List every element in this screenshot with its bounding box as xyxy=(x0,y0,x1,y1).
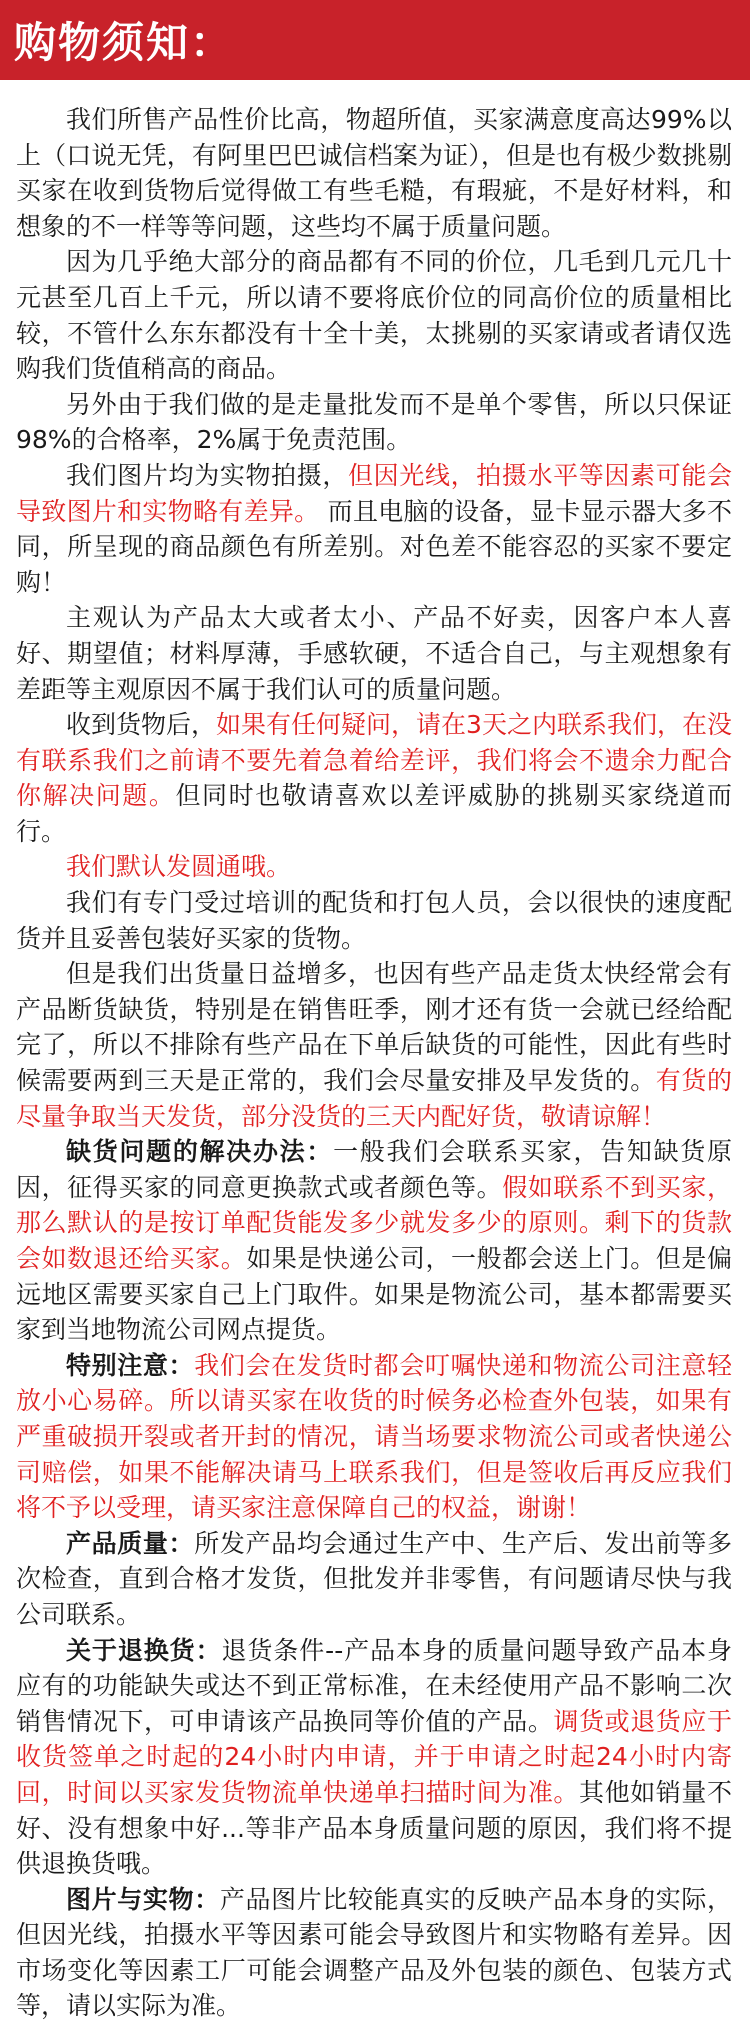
notice-paragraph xyxy=(16,956,732,1134)
body-text: 因为几乎绝大部分的商品都有不同的价位，几毛到几元几十元甚至几百上千元，所以请不要将底价位的同高价位的质量相比较，不管什么东东都没有十全十美，太挑剔的买家请或者请仅选购我们货值稍高的商品。 xyxy=(16,247,732,384)
body-text: 主观认为产品太大或者太小、产品不好卖，因客户本人喜好、期望值；材料厚薄，手感软硬，不适合自己，与主观想象有差距等主观原因不属于我们认可的质量问题。 xyxy=(16,603,732,704)
highlighted-text: 调货或退货应于收货签单之时起的24小时内申请，并于申请之时起24小时内寄回，时间以买家发货物流单快递单扫描时间为准。 xyxy=(16,1706,732,1807)
highlighted-text: 有货的尽量争取当天发货，部分没货的三天内配好货，敬请谅解！ xyxy=(16,1066,732,1131)
notice-paragraph xyxy=(16,1633,732,1882)
notice-paragraph xyxy=(16,387,732,458)
body-text: 而且电脑的设备，显卡显示器大多不同，所呈现的商品颜色有所差别。对色差不能容忍的买家不要定购！ xyxy=(16,496,732,597)
section-heading: 产品质量： xyxy=(66,1528,195,1558)
highlighted-text: 我们默认发圆通哦。 xyxy=(66,852,292,882)
body-text: 但同时也敬请喜欢以差评威胁的挑剔买家绕道而行。 xyxy=(16,781,732,846)
body-text: 退货条件--产品本身的质量问题导致产品本身应有的功能缺失或达不到正常标准，在未经使用产品不影响二次销售情况下，可申请该产品换同等价值的产品。 xyxy=(16,1635,732,1736)
notice-body xyxy=(16,80,732,2024)
highlighted-text: 我们会在发货时都会叮嘱快递和物流公司注意轻放小心易碎。所以请买家在收货的时候务必检查外包装，如果有严重破损开裂或者开封的情况，请当场要求物流公司或者快递公司赔偿，如果不能解决请马上联系我们，但是签收后再反应我们将不予以受理，请买家注意保障自己的权益，谢谢！ xyxy=(16,1350,732,1523)
body-text: 我们所售产品性价比高，物超所值，买家满意度高达99%以上（口说无凭，有阿里巴巴诚信档案为证），但是也有极少数挑剔买家在收到货物后觉得做工有些毛糙，有瑕疵，不是好材料，和想象的不一样等等问题，这些均不属于质量问题。 xyxy=(16,105,732,241)
body-text: 另外由于我们做的是走量批发而不是单个零售，所以只保证98%的合格率，2%属于免责范围。 xyxy=(16,389,732,455)
body-text: 其他如销量不好、没有想象中好...等非产品本身质量问题的原因，我们将不提供退换货哦。 xyxy=(16,1777,732,1879)
highlighted-text: 如果有任何疑问，请在3天之内联系我们，在没有联系我们之前请不要先着急着给差评，我们将会不遗余力配合你解决问题。 xyxy=(16,710,732,811)
section-heading: 关于退换货： xyxy=(66,1635,222,1665)
body-text: 一般我们会联系买家，告知缺货原因，征得买家的同意更换款式或者颜色等。 xyxy=(16,1137,732,1202)
section-heading: 缺货问题的解决办法： xyxy=(66,1137,334,1167)
notice-paragraph xyxy=(16,849,732,885)
body-text: 我们图片均为实物拍摄， xyxy=(66,460,349,490)
section-heading: 图片与实物： xyxy=(66,1884,220,1914)
section-heading: 特别注意： xyxy=(66,1350,195,1380)
notice-paragraph xyxy=(16,707,732,849)
notice-paragraph xyxy=(16,458,732,600)
notice-paragraph xyxy=(16,885,732,956)
highlighted-text: 但因光线，拍摄水平等因素可能会导致图片和实物略有差异。 xyxy=(16,460,732,526)
notice-paragraph xyxy=(16,1882,732,2024)
body-text: 我们有专门受过培训的配货和打包人员，会以很快的速度配货并且妥善包装好买家的货物。 xyxy=(16,888,732,953)
notice-paragraph xyxy=(16,102,732,244)
notice-paragraph xyxy=(16,600,732,707)
highlighted-text: 假如联系不到买家，那么默认的是按订单配货能发多少就发多少的原则。剩下的货款会如数退还给买家。 xyxy=(16,1172,732,1273)
notice-paragraph xyxy=(16,1526,732,1633)
notice-paragraph xyxy=(16,244,732,386)
body-text: 收到货物后， xyxy=(66,710,217,740)
header-banner xyxy=(0,0,750,80)
notice-paragraph xyxy=(16,1134,732,1348)
notice-paragraph xyxy=(16,1348,732,1526)
body-text: 所发产品均会通过生产中、生产后、发出前等多次检查，直到合格才发货，但批发并非零售，有问题请尽快与我公司联系。 xyxy=(16,1528,732,1629)
body-text: 产品图片比较能真实的反映产品本身的实际，但因光线，拍摄水平等因素可能会导致图片和实物略有差异。因市场变化等因素工厂可能会调整产品及外包装的颜色、包装方式等，请以实际为准。 xyxy=(16,1884,732,2021)
page-title: 购物须知： xyxy=(14,18,235,67)
body-text: 但是我们出货量日益增多，也因有些产品走货太快经常会有产品断货缺货，特别是在销售旺季，刚才还有货一会就已经给配完了，所以不排除有些产品在下单后缺货的可能性，因此有些时候需要两到三天是正常的，我们会尽量安排及早发货的。 xyxy=(16,959,732,1096)
body-text: 如果是快递公司，一般都会送上门。但是偏远地区需要买家自己上门取件。如果是物流公司，基本都需要买家到当地物流公司网点提货。 xyxy=(16,1244,732,1345)
